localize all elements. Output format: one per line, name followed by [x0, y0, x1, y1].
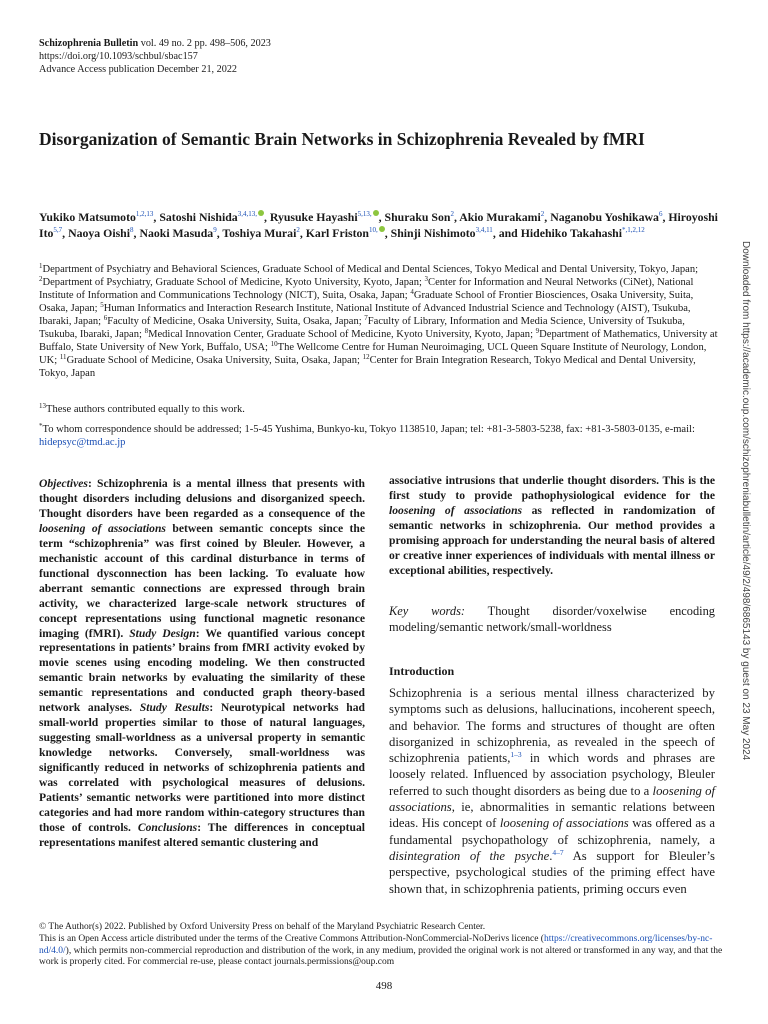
- abstract-text: : Neurotypical networks had small-world properties similar to those of natural languages, suggesting small-worldness as a universal property in semantic knowledge networks. Conversely, small-worldness was significantly reduced in networks of schizophrenia patients and was correlated with psychological measures of delusions. Patients’ semantic networks were partitioned into more distinct categories and had more random within-category structures than those of controls.: [39, 701, 365, 834]
- study-results-label: Study Results: [139, 701, 210, 715]
- body-text: was offered as a fundamental psychopathology of schizophrenia, namely, a: [389, 816, 716, 847]
- affiliation-text: Department of Psychiatry and Behavioral Sciences, Graduate School of Medical and Dental Sciences, Tokyo Medical and Dental University, Tokyo, Japan;: [42, 264, 699, 275]
- affiliation-text: Center for Brain Integration Research, Tokyo Medical and Dental University, Tokyo, Japan: [39, 355, 696, 380]
- equal-contribution-text: These authors contributed equally to this work.: [46, 404, 245, 415]
- author-name: Naoki Masuda: [139, 225, 214, 240]
- study-design-label: Study Design: [129, 626, 196, 640]
- author-separator: ,: [153, 210, 160, 224]
- abstract-text: : The differences in conceptual representations manifest altered semantic clustering and: [39, 820, 365, 849]
- body-text: As support for Bleuler’s perspective, psychological studies of the priming effect have shown that, in schizophrenia patients, priming occurs even: [389, 848, 715, 896]
- license-link[interactable]: https://creativecommons.org/licenses/by-nc-nd/4.0/: [39, 933, 713, 956]
- affiliation-text: Faculty of Medicine, Osaka University, Suita, Osaka, Japan;: [107, 316, 365, 328]
- email-link[interactable]: hidepsyc@tmd.ac.jp: [39, 437, 126, 449]
- author-name: Toshiya Murai: [222, 225, 297, 240]
- author-affiliation-sup[interactable]: 3,4,11: [475, 225, 493, 234]
- body-text: , ie, abnormalities in semantic relations between ideas. His concept of: [389, 800, 715, 831]
- body-emphasis: loosening of associations: [389, 783, 715, 815]
- introduction-body: [389, 685, 715, 897]
- note-marker: *: [39, 422, 43, 430]
- body-text: Schizophrenia is a serious mental illness characterized by symptoms such as delusions, hallucinations, incoherent speech, and behavior. The forms and structures of thought are often disorganized in schizophrenia, as revealed in the speech of schizophrenia patients,: [389, 686, 715, 766]
- author-name: Naoya Oishi: [68, 225, 131, 240]
- journal-citation: [39, 37, 271, 50]
- author-name: Karl Friston: [305, 225, 369, 240]
- author-name: Shuraku Son: [384, 210, 451, 224]
- affiliation-marker: 5: [100, 301, 104, 310]
- affiliation-marker: 7: [364, 314, 368, 323]
- body-emphasis: loosening of associations: [499, 816, 629, 831]
- abstract-text: : We quantified various concept representations in patients’ brains from fMRI activity evoked by movie scenes using encoding modeling. We then constructed semantic brain networks by evaluating the similarity of these semantic representations and conducted graph theory-based network analyses.: [39, 626, 365, 715]
- affiliation-marker: 6: [103, 314, 108, 323]
- keywords: [389, 603, 715, 635]
- affiliation-text: Graduate School of Medicine, Osaka University, Suita, Osaka, Japan;: [66, 355, 363, 367]
- author-separator: ,: [384, 225, 391, 240]
- abstract-emphasis: loosening of associations: [389, 503, 523, 517]
- download-watermark-text: Downloaded from https://academic.oup.com/schizophreniabulletin/article/49/2/498/6865143 by guest on 23 May 2024: [740, 241, 751, 761]
- author-affiliation-sup[interactable]: 9: [213, 225, 217, 234]
- keywords-label: Key words:: [389, 604, 466, 618]
- author-separator: ,: [216, 225, 223, 240]
- article-title: Disorganization of Semantic Brain Networks in Schizophrenia Revealed by fMRI: [39, 129, 645, 149]
- note-marker: 13: [39, 402, 46, 410]
- affiliation-marker: 4: [410, 288, 414, 297]
- abstract-text: between semantic concepts since the term “schizophrenia” was first coined by Bleuler. However, a mechanistic account of this cardinal disturbance in terms of functional dysconnection has been lacking. To evaluate how aberrant semantic connections are expressed through brain activity, we characterized large-scale network structures of concept representations using functional magnetic resonance imaging (fMRI).: [39, 521, 365, 640]
- author-name: Ryusuke Hayashi: [269, 210, 358, 224]
- affiliation-marker: 1: [39, 262, 43, 270]
- publication-date: Advance Access publication December 21, 2022: [39, 64, 238, 75]
- author-affiliation-sup[interactable]: 3,4,13,: [237, 210, 257, 218]
- author-name: Hidehiko Takahashi: [520, 225, 623, 240]
- author-affiliation-sup[interactable]: 10,: [369, 225, 378, 234]
- abstract-right: [389, 474, 715, 579]
- page-number: 498: [375, 980, 393, 992]
- affiliation-text: Department of Mathematics, University at Buffalo, State University of New York, Buffalo, USA;: [39, 329, 718, 354]
- affiliation-marker: 9: [535, 327, 540, 336]
- author-separator: ,: [544, 210, 551, 224]
- author-affiliation-sup[interactable]: 2: [540, 210, 545, 218]
- author-affiliation-sup[interactable]: 2: [296, 225, 300, 234]
- author-separator: ,: [378, 210, 385, 224]
- copyright-line: © The Author(s) 2022. Published by Oxford University Press on behalf of the Maryland Psychiatric Research Center.: [39, 922, 486, 932]
- journal-name: Schizophrenia Bulletin: [39, 38, 139, 49]
- abstract-text: : Schizophrenia is a mental illness that presents with thought disorders including delusions and disorganized speech. Thought disorders have been regarded as a consequence of the: [39, 477, 365, 520]
- author-affiliation-sup[interactable]: 5,13,: [357, 210, 372, 218]
- journal-header: [39, 37, 271, 76]
- abstract-text: as reflected in randomization of semantic networks in schizophrenia. Our method provides a promising approach for understanding the neural basis of altered or creative inner experiences of individuals with mental illness or exceptional abilities, respectively.: [389, 503, 715, 577]
- body-text: .: [549, 848, 553, 863]
- affiliation-text: Human Informatics and Interaction Research Institute, National Institute of Advanced Industrial Science and Technology (AIST), Tsukuba, Ibaraki, Japan;: [39, 303, 691, 328]
- license-footer: [39, 922, 729, 969]
- author-separator: ,: [453, 210, 460, 224]
- correspondence-text: To whom correspondence should be addressed; 1-5-45 Yushima, Bunkyo-ku, Tokyo 1138510, Japan; tel: +81-3-5803-5238, fax: +81-3-5803-0135, e-mail:: [42, 424, 695, 435]
- affiliation-text: The Wellcome Centre for Human Neuroimaging, UCL Queen Square Institute of Neurology, London, UK;: [39, 342, 707, 367]
- citation-link[interactable]: 1–3: [510, 750, 522, 760]
- affiliations: [39, 263, 719, 380]
- license-part: This is an Open Access article distributed under the terms of the Creative Commons Attribution-NonCommercial-NoDerivs licence (: [39, 933, 544, 944]
- download-watermark: [737, 241, 753, 761]
- affiliation-text: Department of Psychiatry, Graduate School of Medicine, Kyoto University, Kyoto, Japan;: [42, 277, 425, 289]
- author-name: Naganobu Yoshikawa: [550, 210, 659, 224]
- keywords-text: Thought disorder/voxelwise encoding modeling/semantic network/small-worldness: [389, 604, 716, 634]
- author-separator: ,: [62, 225, 69, 240]
- author-separator: ,: [662, 210, 669, 224]
- conclusions-label: Conclusions: [137, 820, 198, 834]
- author-separator: ,: [299, 225, 306, 240]
- author-affiliation-sup[interactable]: *,1,2,12: [622, 225, 645, 234]
- author-affiliation-sup[interactable]: 8: [130, 225, 134, 234]
- author-affiliation-sup[interactable]: 5,7: [53, 225, 63, 234]
- abstract-text: associative intrusions that underlie thought disorders. This is the first study to provide pathophysiological evidence for the: [389, 474, 715, 502]
- author-name: Shinji Nishimoto: [390, 225, 476, 240]
- license-part: ), which permits non-commercial reproduction and distribution of the work, in any medium, provided the original work is not altered or transformed in any way, and that the work is properly cited. For commercial re-use, please contact journals.permissions@oup.com: [39, 945, 723, 968]
- affiliation-marker: 11: [59, 353, 67, 362]
- affiliation-marker: 2: [39, 275, 43, 284]
- license-text: [39, 934, 729, 969]
- author-name: Yukiko Matsumoto: [39, 210, 136, 224]
- abstract-emphasis: loosening of associations: [39, 521, 166, 535]
- author-name: Hiroyoshi Ito: [39, 210, 718, 240]
- author-separator: ,: [133, 225, 140, 240]
- author-list: [39, 210, 719, 241]
- abstract-left: [39, 477, 365, 851]
- affiliation-marker: 10: [270, 340, 278, 349]
- body-emphasis: disintegration of the psyche: [389, 848, 550, 863]
- affiliation-text: Graduate School of Frontier Biosciences, Osaka University, Suita, Osaka, Japan;: [39, 290, 694, 315]
- affiliation-marker: 12: [362, 353, 370, 362]
- author-affiliation-sup[interactable]: 1,2,13: [135, 210, 154, 218]
- correspondence-note: [39, 423, 719, 449]
- affiliation-text: Medical Innovation Center, Graduate School of Medicine, Kyoto University, Kyoto, Japan;: [148, 329, 536, 341]
- affiliation-marker: 8: [144, 327, 149, 336]
- introduction-heading: Introduction: [389, 664, 455, 678]
- citation-link[interactable]: 4–7: [552, 847, 564, 857]
- body-text: in which words and phrases are loosely related. Influenced by association psychology, Bleuler referred to such thought disorders as being due to a: [389, 751, 716, 798]
- doi-link[interactable]: https://doi.org/10.1093/schbul/sbac157: [39, 51, 198, 62]
- equal-contribution-note: [39, 403, 719, 416]
- objectives-label: Objectives: [39, 477, 88, 490]
- volume-pages: vol. 49 no. 2 pp. 498–506, 2023: [138, 38, 271, 49]
- affiliation-marker: 3: [424, 275, 429, 284]
- author-affiliation-sup[interactable]: 2: [450, 210, 454, 218]
- affiliation-text: Center for Information and Neural Networks (CiNet), National Institute of Information and Communications Technology (NICT), Suita, Osaka, Japan;: [39, 277, 694, 302]
- author-separator: , and: [492, 225, 521, 240]
- author-separator: ,: [263, 210, 270, 224]
- affiliation-text: Faculty of Library, Information and Media Science, University of Tsukuba, Tsukuba, Ibaraki, Japan;: [39, 316, 685, 341]
- author-affiliation-sup[interactable]: 6: [658, 210, 663, 218]
- author-name: Satoshi Nishida: [159, 210, 238, 224]
- author-name: Akio Murakami: [459, 210, 541, 224]
